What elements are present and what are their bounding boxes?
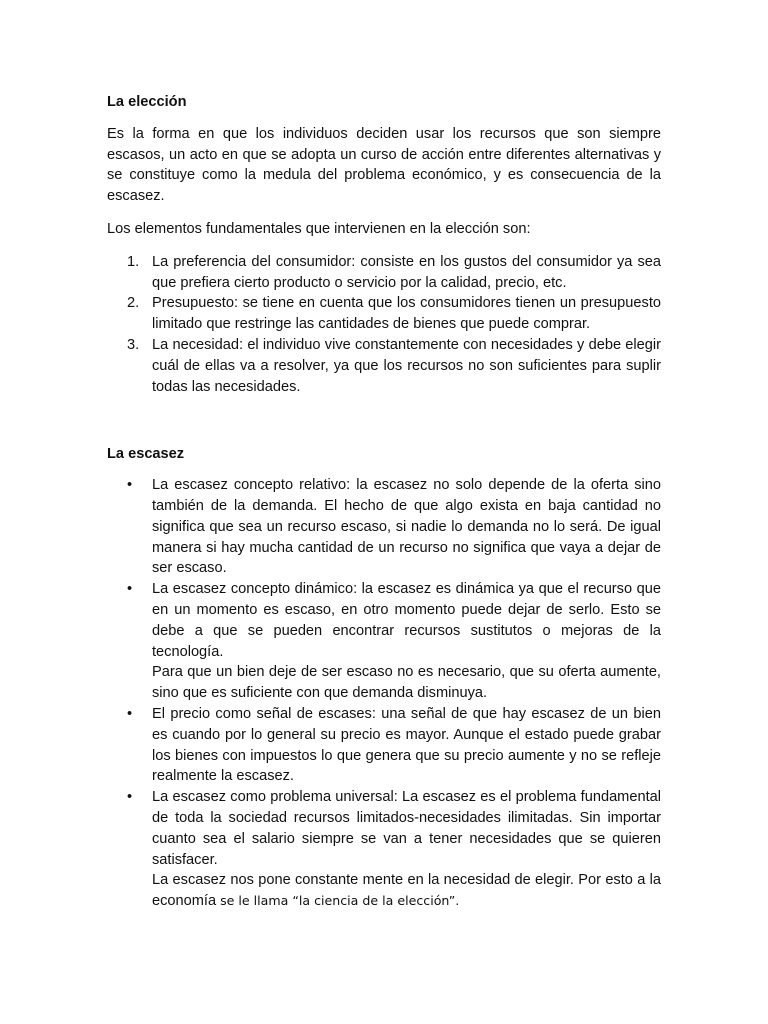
list-item-text: La escasez concepto relativo: la escasez no solo depende de la oferta sino también de la demanda. El hecho de que algo exista en baja cantidad no significa que sea un recurso escaso, si nadie lo demanda no lo será. De igual manera si hay mucha cantidad de un recurso no significa que vaya a dejar de ser escaso. <box>152 477 661 577</box>
list-item-text: Presupuesto: se tiene en cuenta que los consumidores tienen un presupuesto limitado que restringe las cantidades de bienes que puede comprar. <box>152 295 661 333</box>
section-title-eleccion: La elección <box>107 94 187 110</box>
elements-list <box>107 252 661 398</box>
list-item <box>107 335 661 397</box>
lead-paragraph: Los elementos fundamentales que intervienen en la elección son: <box>107 220 531 237</box>
list-item-text: La necesidad: el individuo vive constantemente con necesidades y debe elegir cuál de ellas va a resolver, ya que los recursos no son suficientes para suplir todas las necesidades. <box>152 336 661 395</box>
list-item <box>107 787 661 912</box>
list-item <box>107 475 661 579</box>
list-item-subparagraph <box>152 870 661 912</box>
list-item <box>107 704 661 787</box>
list-item-text: La preferencia del consumidor: consiste en los gustos del consumidor ya sea que prefiera cierto producto o servicio por la calidad, precio, etc. <box>152 253 661 291</box>
bullet-icon: • <box>127 789 133 806</box>
bullet-icon: • <box>127 705 133 722</box>
section-title-escasez: La escasez <box>107 446 185 463</box>
list-item-text: La escasez concepto dinámico: la escasez es dinámica ya que el recurso que en un momento es escaso, en otro momento puede dejar de serlo. Esto se debe a que se pueden encontrar recursos sustitutos o mejoras de la tecnología. <box>152 581 661 660</box>
list-item <box>107 293 661 335</box>
list-number: 1. <box>127 253 140 270</box>
document-page <box>107 92 661 912</box>
bullet-icon: • <box>127 477 133 494</box>
list-item-text: La escasez como problema universal: La escasez es el problema fundamental de toda la sociedad recursos limitados-necesidades ilimitadas. Sin importar cuanto sea el salario siempre se van a tener necesidades que se quieren satisfacer. <box>152 789 661 868</box>
list-number: 3. <box>127 336 140 353</box>
list-item-text: El precio como señal de escases: una señal de que hay escasez de un bien es cuando por lo general su precio es mayor. Aunque el estado puede grabar los bienes con impuestos lo que genera que su precio aumente y no se refleje realmente la escasez. <box>152 705 661 785</box>
list-item <box>107 252 661 294</box>
subparagraph-text: La escasez nos pone constante mente en la necesidad de elegir. Por esto a la economía <box>152 872 661 910</box>
list-item-subparagraph: Para que un bien deje de ser escaso no es necesario, que su oferta aumente, sino que es suficiente con que demanda disminuya. <box>152 664 661 702</box>
subparagraph-text-alt-font: se le llama “la ciencia de la elección”. <box>216 893 460 909</box>
intro-paragraph: Es la forma en que los individuos deciden usar los recursos que son siempre escasos, un acto en que se adopta un curso de acción entre diferentes alternativas y se constituye como la medula del problema económico, y es consecuencia de la escasez. <box>107 125 661 205</box>
escasez-list <box>107 475 661 912</box>
bullet-icon: • <box>127 581 133 598</box>
list-number: 2. <box>127 295 140 312</box>
list-item <box>107 579 661 704</box>
